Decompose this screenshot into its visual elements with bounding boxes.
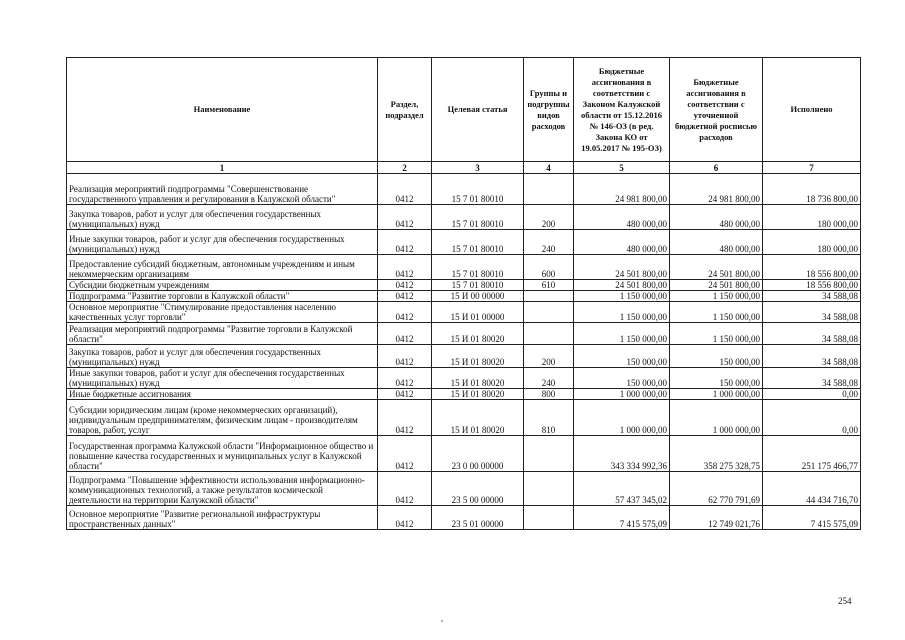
row-executed-amount: 34 588,08 <box>763 302 861 323</box>
row-name: Основное мероприятие "Развитие региональной инфраструктуры пространственных данных" <box>67 506 378 530</box>
table-row <box>67 174 861 205</box>
scan-speck <box>441 620 443 622</box>
row-section: 0412 <box>378 255 432 280</box>
header-name: Наименование <box>67 58 378 162</box>
row-list-amount: 150 000,00 <box>670 368 763 389</box>
row-executed-amount: 34 588,08 <box>763 323 861 345</box>
table-row <box>67 400 861 436</box>
row-name: Иные бюджетные ассигнования <box>67 389 378 400</box>
row-target: 15 И 01 80020 <box>432 323 524 345</box>
row-target: 15 7 01 80010 <box>432 174 524 205</box>
column-number-row <box>67 162 861 174</box>
row-target: 15 7 01 80010 <box>432 280 524 291</box>
row-executed-amount: 180 000,00 <box>763 205 861 230</box>
row-target: 23 5 00 00000 <box>432 472 524 506</box>
row-group: 810 <box>524 400 574 436</box>
row-list-amount: 480 000,00 <box>670 205 763 230</box>
table-row <box>67 323 861 345</box>
row-executed-amount: 34 588,08 <box>763 345 861 368</box>
row-name: Реализация мероприятий подпрограммы "Совершенствование государственного управления и регулирования в Калужской области" <box>67 174 378 205</box>
row-list-amount: 1 150 000,00 <box>670 302 763 323</box>
row-law-amount: 343 334 992,36 <box>574 436 670 472</box>
header-groups: Группы и подгруппы видов расходов <box>524 58 574 162</box>
table-row <box>67 368 861 389</box>
row-group <box>524 472 574 506</box>
row-target: 23 0 00 00000 <box>432 436 524 472</box>
row-list-amount: 62 770 791,69 <box>670 472 763 506</box>
row-executed-amount: 18 556 800,00 <box>763 255 861 280</box>
row-list-amount: 12 749 021,76 <box>670 506 763 530</box>
row-law-amount: 24 981 800,00 <box>574 174 670 205</box>
table-row <box>67 302 861 323</box>
row-name: Реализация мероприятий подпрограммы "Развитие торговли в Калужской области" <box>67 323 378 345</box>
header-section: Раздел, подраздел <box>378 58 432 162</box>
row-section: 0412 <box>378 174 432 205</box>
row-group: 240 <box>524 368 574 389</box>
table-row <box>67 280 861 291</box>
row-name: Подпрограмма "Развитие торговли в Калужской области" <box>67 291 378 302</box>
column-number: 7 <box>763 162 861 174</box>
row-group <box>524 174 574 205</box>
row-name: Основное мероприятие "Стимулирование предоставления населению качественных услуг торговли" <box>67 302 378 323</box>
column-number: 5 <box>574 162 670 174</box>
row-group: 240 <box>524 230 574 255</box>
row-name: Предоставление субсидий бюджетным, автономным учреждениям и иным некоммерческим организациям <box>67 255 378 280</box>
row-law-amount: 480 000,00 <box>574 205 670 230</box>
row-name: Субсидии бюджетным учреждениям <box>67 280 378 291</box>
row-law-amount: 150 000,00 <box>574 345 670 368</box>
row-executed-amount: 0,00 <box>763 400 861 436</box>
row-name: Иные закупки товаров, работ и услуг для обеспечения государственных (муниципальных) нужд <box>67 368 378 389</box>
row-list-amount: 480 000,00 <box>670 230 763 255</box>
table-row <box>67 436 861 472</box>
row-law-amount: 1 000 000,00 <box>574 389 670 400</box>
row-name: Подпрограмма "Повышение эффективности использования информационно-коммуникационных технологий, а также результатов космической деятельности на территории Калужской области" <box>67 472 378 506</box>
row-target: 15 И 01 00000 <box>432 302 524 323</box>
row-group <box>524 436 574 472</box>
row-executed-amount: 18 556 800,00 <box>763 280 861 291</box>
row-section: 0412 <box>378 400 432 436</box>
table-row <box>67 506 861 530</box>
row-section: 0412 <box>378 302 432 323</box>
row-target: 23 5 01 00000 <box>432 506 524 530</box>
row-law-amount: 1 150 000,00 <box>574 323 670 345</box>
row-section: 0412 <box>378 368 432 389</box>
row-group: 200 <box>524 345 574 368</box>
column-number: 3 <box>432 162 524 174</box>
row-law-amount: 480 000,00 <box>574 230 670 255</box>
row-list-amount: 1 150 000,00 <box>670 291 763 302</box>
row-section: 0412 <box>378 205 432 230</box>
row-executed-amount: 0,00 <box>763 389 861 400</box>
table-row <box>67 291 861 302</box>
row-executed-amount: 18 736 800,00 <box>763 174 861 205</box>
row-name: Государственная программа Калужской области "Информационное общество и повышение качества государственных и муниципальных услуг в Калужской области" <box>67 436 378 472</box>
row-section: 0412 <box>378 291 432 302</box>
row-target: 15 И 01 80020 <box>432 389 524 400</box>
header-done: Исполнено <box>763 58 861 162</box>
row-law-amount: 57 437 345,02 <box>574 472 670 506</box>
row-law-amount: 150 000,00 <box>574 368 670 389</box>
row-law-amount: 1 150 000,00 <box>574 291 670 302</box>
row-name: Иные закупки товаров, работ и услуг для обеспечения государственных (муниципальных) нужд <box>67 230 378 255</box>
row-target: 15 7 01 80010 <box>432 230 524 255</box>
table-header-row <box>67 58 861 162</box>
row-target: 15 И 01 80020 <box>432 345 524 368</box>
row-list-amount: 1 000 000,00 <box>670 400 763 436</box>
header-target: Целевая статья <box>432 58 524 162</box>
row-list-amount: 24 501 800,00 <box>670 255 763 280</box>
row-target: 15 7 01 80010 <box>432 205 524 230</box>
header-list: Бюджетные ассигнования в соответствии с уточненной бюджетной росписью расходов <box>670 58 763 162</box>
column-number: 6 <box>670 162 763 174</box>
row-section: 0412 <box>378 472 432 506</box>
row-target: 15 И 01 80020 <box>432 400 524 436</box>
row-law-amount: 24 501 800,00 <box>574 280 670 291</box>
row-section: 0412 <box>378 345 432 368</box>
column-number: 1 <box>67 162 378 174</box>
table-row <box>67 255 861 280</box>
row-executed-amount: 180 000,00 <box>763 230 861 255</box>
row-list-amount: 24 981 800,00 <box>670 174 763 205</box>
row-list-amount: 150 000,00 <box>670 345 763 368</box>
row-name: Субсидии юридическим лицам (кроме некоммерческих организаций), индивидуальным предпринимателям, физическим лицам - производителям товаров, работ, услуг <box>67 400 378 436</box>
row-executed-amount: 44 434 716,70 <box>763 472 861 506</box>
row-executed-amount: 34 588,08 <box>763 291 861 302</box>
row-group <box>524 323 574 345</box>
row-section: 0412 <box>378 389 432 400</box>
table-row <box>67 389 861 400</box>
row-law-amount: 1 150 000,00 <box>574 302 670 323</box>
row-executed-amount: 34 588,08 <box>763 368 861 389</box>
row-group <box>524 291 574 302</box>
row-law-amount: 24 501 800,00 <box>574 255 670 280</box>
row-law-amount: 7 415 575,09 <box>574 506 670 530</box>
row-group: 800 <box>524 389 574 400</box>
row-target: 15 И 01 80020 <box>432 368 524 389</box>
page-number: 254 <box>838 596 852 606</box>
table-row <box>67 230 861 255</box>
table-row <box>67 205 861 230</box>
row-target: 15 7 01 80010 <box>432 255 524 280</box>
row-group <box>524 506 574 530</box>
column-number: 2 <box>378 162 432 174</box>
row-list-amount: 24 501 800,00 <box>670 280 763 291</box>
table-row <box>67 472 861 506</box>
row-executed-amount: 7 415 575,09 <box>763 506 861 530</box>
row-list-amount: 1 150 000,00 <box>670 323 763 345</box>
row-group: 200 <box>524 205 574 230</box>
row-section: 0412 <box>378 436 432 472</box>
row-section: 0412 <box>378 280 432 291</box>
column-number: 4 <box>524 162 574 174</box>
row-section: 0412 <box>378 506 432 530</box>
row-group: 610 <box>524 280 574 291</box>
row-executed-amount: 251 175 466,77 <box>763 436 861 472</box>
header-law: Бюджетные ассигнования в соответствии с Законом Калужской области от 15.12.2016 № 146-ОЗ (в ред. Закона КО от 19.05.2017 № 195-ОЗ) <box>574 58 670 162</box>
row-group: 600 <box>524 255 574 280</box>
row-list-amount: 358 275 328,75 <box>670 436 763 472</box>
row-law-amount: 1 000 000,00 <box>574 400 670 436</box>
row-section: 0412 <box>378 230 432 255</box>
row-section: 0412 <box>378 323 432 345</box>
row-target: 15 И 00 00000 <box>432 291 524 302</box>
table-row <box>67 345 861 368</box>
row-group <box>524 302 574 323</box>
row-name: Закупка товаров, работ и услуг для обеспечения государственных (муниципальных) нужд <box>67 205 378 230</box>
row-list-amount: 1 000 000,00 <box>670 389 763 400</box>
row-name: Закупка товаров, работ и услуг для обеспечения государственных (муниципальных) нужд <box>67 345 378 368</box>
budget-table <box>66 57 861 530</box>
